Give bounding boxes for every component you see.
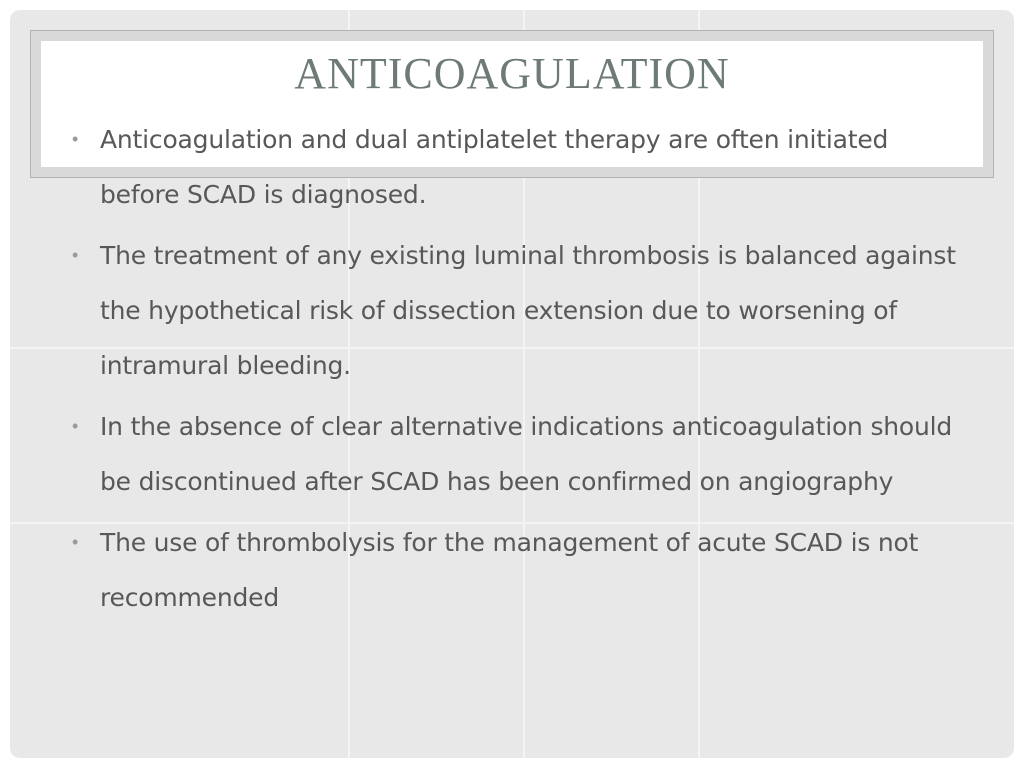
bullet-marker: • [72, 532, 79, 552]
slide-canvas [10, 10, 1014, 758]
bullet-text: Anticoagulation and dual antiplatelet therapy are often initiated before SCAD is diagnosed. [100, 125, 889, 209]
bullet-text: The use of thrombolysis for the management of acute SCAD is not recommended [100, 528, 919, 612]
bullet-list [72, 112, 972, 631]
bullet-marker: • [72, 245, 79, 265]
bullet-item [72, 399, 972, 509]
bullet-marker: • [72, 129, 79, 149]
bullet-item [72, 515, 972, 625]
bullet-item [72, 112, 972, 222]
bullet-text: The treatment of any existing luminal thrombosis is balanced against the hypothetical risk of dissection extension due to worsening of intramural bleeding. [100, 241, 956, 380]
bullet-marker: • [72, 416, 79, 436]
bullet-text: In the absence of clear alternative indications anticoagulation should be discontinued after SCAD has been confirmed on angiography [100, 412, 953, 496]
bullet-item [72, 228, 972, 393]
slide-title: ANTICOAGULATION [294, 49, 730, 98]
